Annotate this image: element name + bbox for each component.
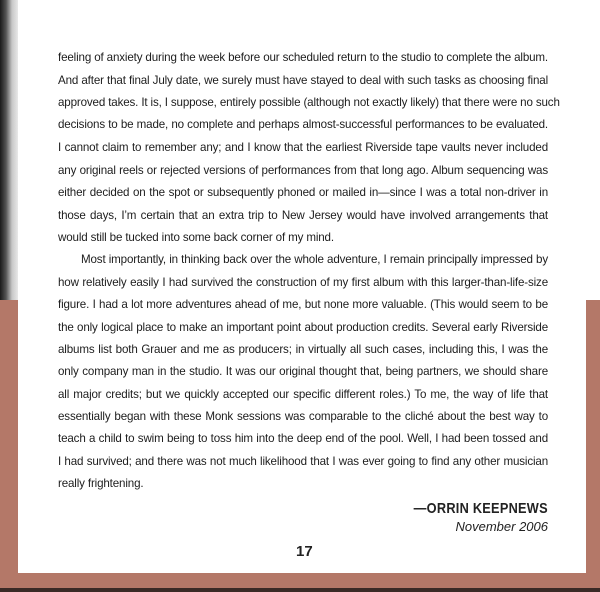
text-line: And after that final July date, we surely must have stayed to deal with such tasks as choosing final (58, 74, 548, 87)
text-line: I had survived; and there was not much likelihood that I was ever going to find any other musician (58, 455, 548, 468)
text-line: decisions to be made, no complete and perhaps almost-successful performances to be evaluated. (58, 118, 548, 131)
text-line: approved takes. It is, I suppose, entirely possible (although not exactly likely) that there were no such (58, 96, 560, 109)
text-line: any original reels or rejected versions of performances from that long ago. Album sequencing was (58, 164, 548, 177)
text-line: albums list both Grauer and me as producers; in virtually all such cases, including this, I was the (58, 343, 548, 356)
text-line: the only logical place to make an important point about production credits. Several early Riverside (58, 321, 548, 334)
text-line: would still be tucked into some back corner of my mind. (58, 231, 334, 244)
text-line: really frightening. (58, 477, 144, 490)
text-line: either decided on the spot or subsequently phoned or mailed in—since I was a total non-driver in (58, 186, 548, 199)
text-line: Most importantly, in thinking back over the whole adventure, I remain principally impressed by (81, 253, 548, 266)
text-line: all major credits; but we quickly accepted our specific different roles.) To me, the way of life that (58, 388, 548, 401)
text-line: those days, I’m certain that an extra trip to New Jersey would have involved arrangements that (58, 209, 548, 222)
text-line: only company man in the studio. It was our original thought that, being partners, we should share (58, 365, 548, 378)
text-line: I cannot claim to remember any; and I know that the earliest Riverside tape vaults never included (58, 141, 548, 154)
text-line: teach a child to swim being to toss him into the deep end of the pool. Well, I had been tossed and (58, 432, 548, 445)
binding-edge (0, 0, 18, 300)
text-line: figure. I had a lot more adventures ahead of me, but none more valuable. (This would seem to be (58, 298, 548, 311)
scan-edge (0, 588, 600, 592)
author-signature: —ORRIN KEEPNEWS (413, 500, 548, 517)
text-line: feeling of anxiety during the week before our scheduled return to the studio to complete the album. (58, 51, 548, 64)
page-number: 17 (296, 543, 313, 560)
date-line: November 2006 (455, 519, 548, 534)
text-line: essentially began with these Monk sessions was comparable to the cliché about the best way to (58, 410, 548, 423)
text-line: how relatively easily I had survived the construction of my first album with this larger-than-life-size (58, 276, 548, 289)
